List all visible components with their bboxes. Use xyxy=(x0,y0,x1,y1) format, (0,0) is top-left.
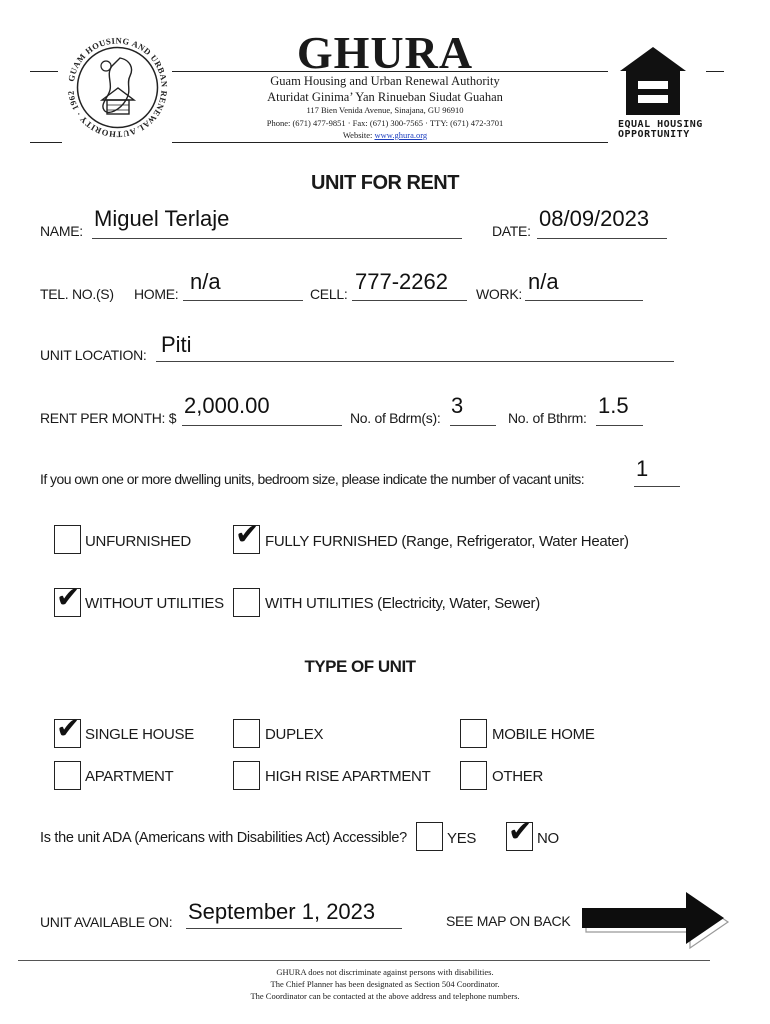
mobile-home-checkbox[interactable] xyxy=(460,719,487,748)
org-title: GHURA xyxy=(296,27,474,78)
name-field[interactable]: Miguel Terlaje xyxy=(94,206,230,231)
header-rule-bottom-left xyxy=(30,142,62,143)
single-house-label: SINGLE HOUSE xyxy=(85,726,194,743)
name-label: NAME: xyxy=(40,223,83,239)
cell-phone-field[interactable]: 777-2262 xyxy=(355,269,448,294)
unit-location-field[interactable]: Piti xyxy=(161,332,192,357)
check-mark-icon: ✔ xyxy=(235,517,260,551)
cell-label: CELL: xyxy=(310,286,348,302)
ada-yes-checkbox[interactable] xyxy=(416,822,443,851)
unit-available-field[interactable]: September 1, 2023 xyxy=(188,899,376,924)
mobile-home-label: MOBILE HOME xyxy=(492,726,595,743)
bathrooms-field[interactable]: 1.5 xyxy=(598,393,629,418)
date-underline xyxy=(537,238,667,239)
bedrooms-field[interactable]: 3 xyxy=(451,393,464,418)
apartment-checkbox[interactable] xyxy=(54,761,81,790)
vacant-units-label: If you own one or more dwelling units, bedroom size, please indicate the number of vacant units: xyxy=(40,471,585,487)
ada-no-label: NO xyxy=(537,830,559,847)
rent-underline xyxy=(182,425,342,426)
equal-housing-house-icon xyxy=(618,45,688,117)
home-underline xyxy=(183,300,303,301)
work-phone-field[interactable]: n/a xyxy=(528,269,559,294)
unit-location-label: UNIT LOCATION: xyxy=(40,347,147,363)
name-underline xyxy=(92,238,462,239)
check-mark-icon: ✔ xyxy=(56,580,81,614)
high-rise-apartment-checkbox[interactable] xyxy=(233,761,260,790)
org-name-chamorro: Aturidat Ginima’ Yan Rinueban Siudat Guahan xyxy=(267,90,503,104)
with-utilities-checkbox[interactable] xyxy=(233,588,260,617)
ada-question: Is the unit ADA (Americans with Disabilities Act) Accessible? xyxy=(40,830,407,846)
home-phone-field[interactable]: n/a xyxy=(190,269,221,294)
date-field[interactable]: 08/09/2023 xyxy=(539,206,650,231)
cell-underline xyxy=(352,300,467,301)
unfurnished-label: UNFURNISHED xyxy=(85,533,191,550)
rent-label: RENT PER MONTH: $ xyxy=(40,410,177,426)
fully-furnished-checkbox[interactable] xyxy=(233,517,260,554)
footer-line-2: The Chief Planner has been designated as Section 504 Coordinator. xyxy=(270,979,500,989)
svg-text:GUAM HOUSING AND URBAN RENEWAL: GUAM HOUSING AND URBAN RENEWAL AUTHORITY · 1962 xyxy=(65,35,170,140)
duplex-checkbox[interactable] xyxy=(233,719,260,748)
footer-line-3: The Coordinator can be contacted at the above address and telephone numbers. xyxy=(250,991,520,1001)
rent-field[interactable]: 2,000.00 xyxy=(184,393,270,418)
equal-housing-text: EQUAL HOUSING OPPORTUNITY xyxy=(618,119,703,140)
footer-rule xyxy=(18,960,710,961)
high-rise-apartment-label: HIGH RISE APARTMENT xyxy=(265,768,431,785)
form-title: UNIT FOR RENT xyxy=(311,172,459,194)
work-underline xyxy=(525,300,643,301)
bathrooms-underline xyxy=(596,425,643,426)
home-label: HOME: xyxy=(134,286,179,302)
vacant-units-field[interactable]: 1 xyxy=(636,456,649,481)
duplex-label: DUPLEX xyxy=(265,726,324,743)
see-map-label: SEE MAP ON BACK xyxy=(446,913,571,929)
bedrooms-underline xyxy=(450,425,496,426)
with-utilities-label: WITH UTILITIES (Electricity, Water, Sewer) xyxy=(265,595,540,612)
unit-available-underline xyxy=(186,928,402,929)
other-label: OTHER xyxy=(492,768,544,785)
unit-location-underline xyxy=(156,361,674,362)
footer-line-1: GHURA does not discriminate against persons with disabilities. xyxy=(276,967,494,977)
check-mark-icon: ✔ xyxy=(56,711,81,745)
bathrooms-label: No. of Bthrm: xyxy=(508,410,587,426)
date-label: DATE: xyxy=(492,223,531,239)
without-utilities-checkbox[interactable] xyxy=(54,580,81,617)
type-of-unit-heading: TYPE OF UNIT xyxy=(304,657,416,676)
apartment-label: APARTMENT xyxy=(85,768,174,785)
org-phones: Phone: (671) 477-9851 · Fax: (671) 300-7565 · TTY: (671) 472-3701 xyxy=(266,118,504,128)
website-label: Website: xyxy=(342,130,373,140)
website-link[interactable]: www.ghura.org xyxy=(374,130,428,140)
header-rule-bottom-main xyxy=(172,142,608,143)
work-label: WORK: xyxy=(476,286,522,302)
org-name: Guam Housing and Urban Renewal Authority xyxy=(270,74,500,88)
bedrooms-label: No. of Bdrm(s): xyxy=(350,410,441,426)
check-mark-icon: ✔ xyxy=(508,814,533,848)
fully-furnished-label: FULLY FURNISHED (Range, Refrigerator, Water Heater) xyxy=(265,533,629,550)
ada-no-checkbox[interactable] xyxy=(506,814,533,851)
org-address: 117 Bien Venida Avenue, Sinajana, GU 96910 xyxy=(306,105,464,115)
single-house-checkbox[interactable] xyxy=(54,711,81,748)
arrow-right-icon xyxy=(580,890,730,950)
without-utilities-label: WITHOUT UTILITIES xyxy=(85,595,224,612)
unit-available-label: UNIT AVAILABLE ON: xyxy=(40,914,173,930)
other-checkbox[interactable] xyxy=(460,761,487,790)
ada-yes-label: YES xyxy=(447,830,477,847)
vacant-units-underline xyxy=(634,486,680,487)
tel-label: TEL. NO.(S) xyxy=(40,286,114,302)
unfurnished-checkbox[interactable] xyxy=(54,525,81,554)
